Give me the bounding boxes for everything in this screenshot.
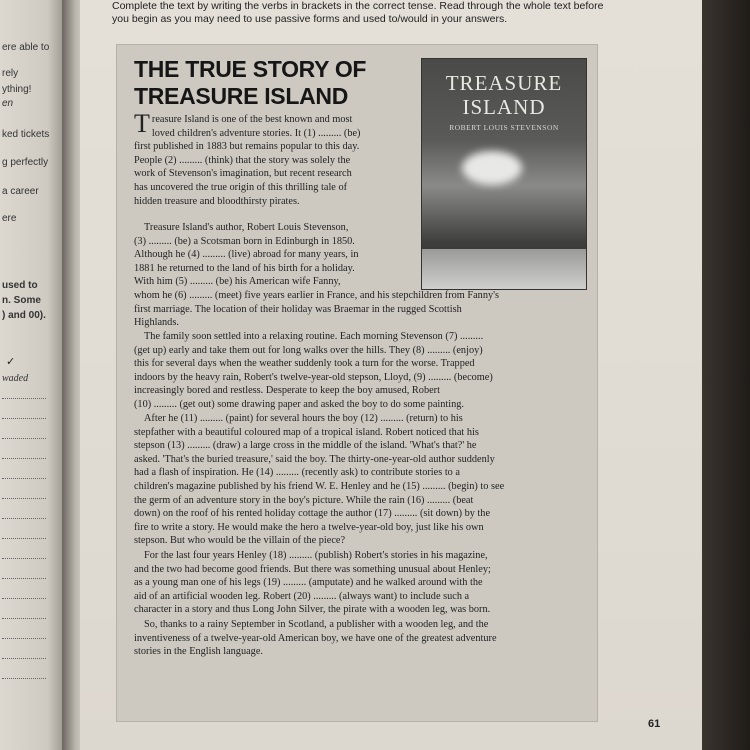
left-margin-line: ere [2, 213, 17, 224]
text-line: this for several days when the weather suddenly took a turn for the worse. Trapped [134, 358, 475, 370]
left-margin-line: g perfectly [2, 157, 49, 168]
text-line: hidden treasure and bloodthirsty pirates. [134, 195, 300, 207]
left-margin-line: used to [2, 280, 38, 291]
exercise-instructions: Complete the text by writing the verbs in brackets in the correct tense. Read through the whole text before you begin as you may need to use passive forms and used to/would in your answers. [112, 0, 604, 25]
book-cover-image [421, 58, 587, 290]
text-line: first marriage. The location of their holiday was Braemar in the rugged Scottish [134, 303, 462, 315]
text-line: had a flash of inspiration. He (14) ......... (recently ask) to contribute stories to a [134, 467, 460, 479]
title-line-1: THE TRUE STORY OF [134, 56, 367, 82]
text-line: stepson (13) ......... (draw) a large cross in the middle of the island. 'What's that?' he [134, 440, 477, 452]
answer-line [2, 598, 46, 599]
text-line: has uncovered the true origin of this thrilling tale of [134, 181, 348, 193]
text-line: So, thanks to a rainy September in Scotland, a publisher with a wooden leg, and the [144, 619, 489, 630]
background-edge [702, 0, 750, 750]
text-line: as a young man one of his legs (19) ......... (amputate) and he walked around with the [134, 577, 483, 589]
answer-line [2, 498, 46, 499]
drop-cap: T [134, 109, 150, 138]
paragraph-6 [134, 618, 596, 659]
answer-line [2, 518, 46, 519]
article-title [134, 56, 424, 110]
text-line: stepson. But who would be the villain of the piece? [134, 535, 346, 547]
book-cover-title-line-1: TREASURE [445, 71, 563, 95]
text-line: and the two had become good friends. But there was something unusual about Henley; [134, 563, 491, 575]
left-margin-line: ked tickets [2, 129, 50, 140]
text-line: For the last four years Henley (18) ......... (publish) Robert's stories in his magazine, [144, 550, 488, 561]
text-line: first published in 1883 but remains popular to this day. [134, 141, 360, 153]
text-line: Treasure Island's author, Robert Louis Stevenson, [144, 222, 349, 233]
text-line: (get up) early and take them out for long walks over the hills. They (8) ......... (enjoy) [134, 344, 483, 356]
text-line: aid of an artificial wooden leg. Robert (20) ......... (always want) to include such a [134, 590, 470, 602]
answer-line [2, 398, 46, 399]
text-line: stories in the English language. [134, 646, 263, 658]
answer-line [2, 438, 46, 439]
text-line: People (2) ......... (think) that the story was solely the [134, 154, 351, 166]
left-margin-line: rely [2, 68, 19, 79]
text-line: fire to write a story. He would make the hero a twelve-year-old boy, just like his own [134, 521, 484, 533]
paragraph-2-continued [134, 289, 596, 330]
paragraph-4 [134, 412, 596, 548]
text-line: indoors by the heavy rain, Robert's twelve-year-old stepson, Lloyd, (9) ......... (become) [134, 371, 493, 383]
checkmark-icon: ✓ [6, 355, 16, 368]
answer-line [2, 478, 46, 479]
text-line: children's magazine published by his friend W. E. Henley and he (15) ......... (begin) to see [134, 480, 505, 492]
answer-line [2, 618, 46, 619]
answer-example: waded [2, 373, 29, 384]
text-line: asked. 'That's the buried treasure,' said the boy. The thirty-one-year-old author suddenly [134, 453, 495, 465]
text-line: The family soon settled into a relaxing routine. Each morning Stevenson (7) ......... [144, 331, 484, 342]
book-cover-title [422, 71, 586, 119]
book-cover-author: ROBERT LOUIS STEVENSON [449, 123, 559, 132]
text-line: character in a story and thus Long John Silver, the pirate with a wooden leg, was born. [134, 604, 491, 616]
book-cover-title-line-2: ISLAND [462, 95, 546, 119]
sea-illustration [422, 249, 586, 289]
left-margin-line: n. Some [2, 295, 41, 306]
text-line: loved children's adventure stories. It (1) ......... (be) [151, 127, 361, 139]
text-line: work of Stevenson's imagination, but recent research [134, 168, 352, 180]
text-line: stepfather with a beautiful coloured map of a tropical island. Robert noticed that his [134, 426, 479, 438]
text-line: reasure Island is one of the best known and most [151, 114, 353, 125]
answer-line [2, 658, 46, 659]
paragraph-3 [134, 330, 596, 412]
paragraph-5 [134, 549, 596, 617]
text-line: Although he (4) ......... (live) abroad for many years, in [134, 249, 359, 261]
answer-line [2, 458, 46, 459]
answer-line [2, 678, 46, 679]
answer-line [2, 638, 46, 639]
answer-line [2, 538, 46, 539]
text-line: After he (11) ......... (paint) for several hours the boy (12) ......... (return) to his [144, 413, 463, 424]
text-line: down) on the roof of his rented holiday cottage the author (17) ......... (sit down) by the [134, 508, 491, 520]
paragraph-1 [134, 109, 414, 208]
paragraph-2 [134, 221, 419, 289]
text-line: (10) ......... (get out) some drawing paper and asked the boy to do some painting. [134, 398, 464, 410]
text-line: the germ of an adventure story in the boy's picture. While the rain (16) ......... (beat [134, 494, 474, 506]
left-margin-line: ything! [2, 84, 32, 95]
left-page [0, 0, 68, 750]
text-line: (3) ......... (be) a Scotsman born in Edinburgh in 1850. [134, 235, 355, 247]
left-margin-line: ere able to [2, 42, 50, 53]
text-line: whom he (6) ......... (meet) five years earlier in France, and his stepchildren from Fanny's [134, 290, 499, 301]
cloud-illustration [462, 151, 522, 185]
text-line: With him (5) ......... (be) his American wife Fanny, [134, 276, 341, 288]
text-line: increasingly bored and restless. Desperate to keep the boy amused, Robert [134, 385, 440, 397]
answer-line [2, 558, 46, 559]
text-line: Highlands. [134, 317, 179, 329]
title-line-2: TREASURE ISLAND [134, 83, 349, 109]
text-line: inventiveness of a twelve-year-old American boy, we have one of the greatest adventure [134, 632, 497, 644]
left-margin-line: a career [2, 186, 39, 197]
answer-line [2, 578, 46, 579]
page-number: 61 [648, 718, 661, 730]
text-line: 1881 he returned to the land of his birth for a holiday. [134, 262, 355, 274]
left-margin-line: ) and 00). [2, 310, 46, 321]
answer-line [2, 418, 46, 419]
left-margin-line: en [2, 98, 14, 109]
